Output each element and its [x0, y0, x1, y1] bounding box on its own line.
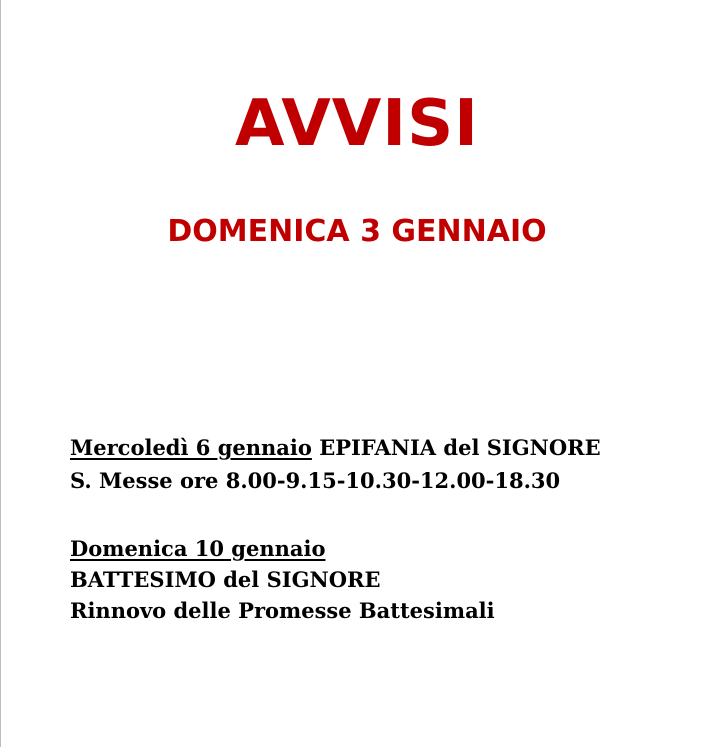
- announcement-2-details: Rinnovo delle Promesse Battesimali: [70, 598, 495, 623]
- announcement-2-date: Domenica 10 gennaio: [70, 536, 326, 561]
- notice-subtitle: DOMENICA 3 GENNAIO: [167, 214, 547, 249]
- announcement-2-heading: [70, 534, 325, 564]
- notice-title: AVVISI: [235, 87, 479, 161]
- announcement-1-details: S. Messe ore 8.00-9.15-10.30-12.00-18.30: [70, 468, 561, 493]
- announcement-2-event: BATTESIMO del SIGNORE: [70, 567, 381, 592]
- announcement-1-heading: [70, 433, 601, 463]
- announcement-1-event: EPIFANIA del SIGNORE: [319, 435, 601, 460]
- announcement-1-date: Mercoledì 6 gennaio: [70, 435, 312, 460]
